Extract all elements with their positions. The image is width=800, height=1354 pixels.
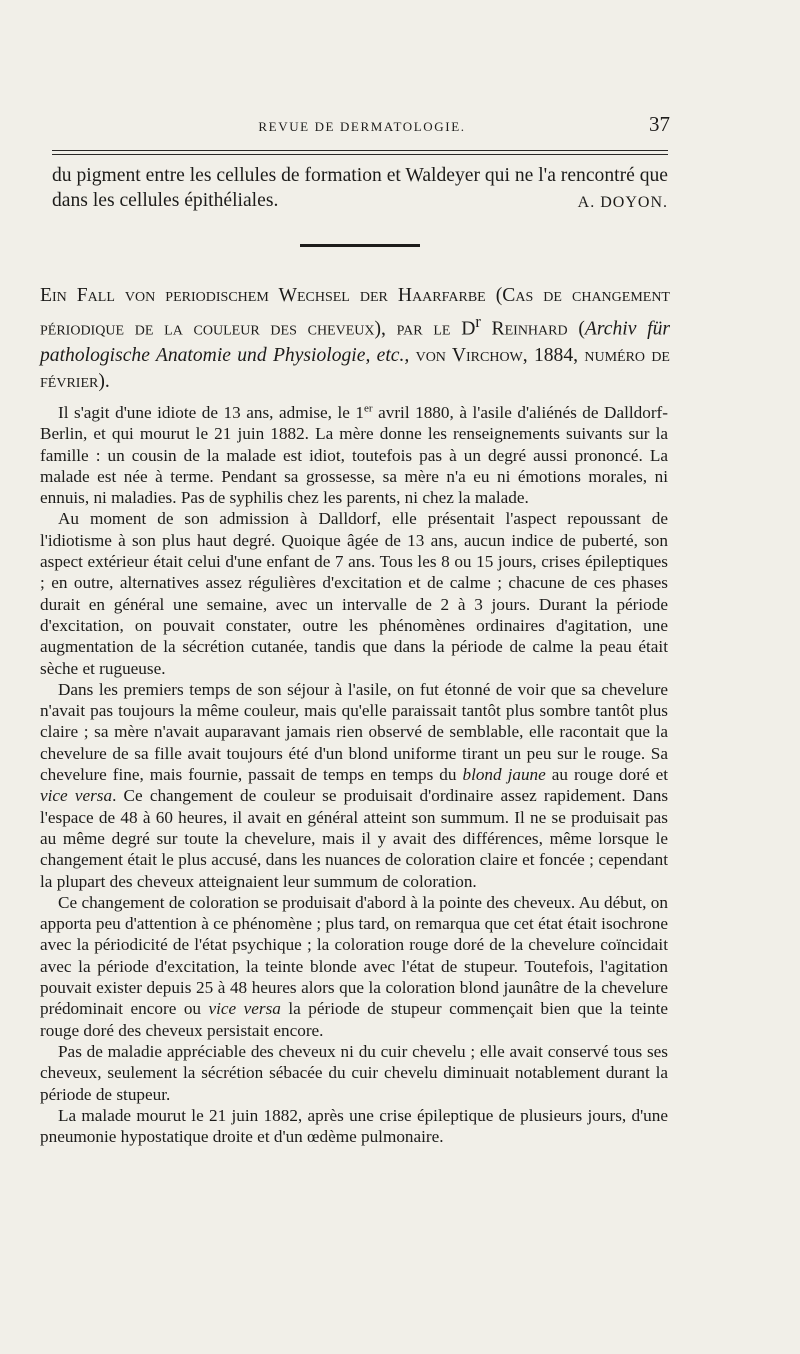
header-rule — [52, 150, 668, 151]
paragraph-text: Dans les premiers temps de son séjour à l'asile, on fut étonné de voir que sa chevelure n'avait pas toujours la même couleur, mais qu'elle paraissait tantôt plus sombre tantôt plus claire ; sa mère n'avait auparavant jamais rien observé de semblable, elle racontait que la chevelure de sa fille avait toujours été d'un blond uniforme tirant un peu sur le rouge. Sa chevelure fine, mais fournie, passait de temps en temps du — [40, 679, 668, 785]
paragraph-text: la période de stupeur commençait bien que la teinte rouge doré des cheveux persistait encore. — [40, 999, 669, 1040]
page-number: 37 — [649, 112, 670, 136]
paragraph — [40, 402, 668, 508]
superscript: er — [364, 402, 373, 415]
title-part-4: von Virchow, 1884, numéro de février). — [40, 344, 670, 392]
journal-title: Archiv für pathologische Anatomie und Physiologie, etc., — [40, 318, 671, 366]
title-part-2: Reinhard ( — [480, 318, 585, 340]
paragraph — [40, 679, 668, 892]
paragraph-text: Ce changement de coloration se produisait d'abord à la pointe des cheveux. Au début, on apporta peu d'attention à ce phénomène ; plus tard, on remarqua que cet état était isochrone avec la périodicité de l'état psychique ; la coloration rouge doré de la chevelure coïncidait avec la période d'excitation, la teinte blonde avec l'état de stupeur. Toutefois, l'agitation pouvait exister depuis 25 à 48 heures alors que la coloration blond jaunâtre de la chevelure prédominait encore ou — [40, 892, 668, 1019]
signature: A. DOYON. — [577, 194, 668, 211]
paragraph-text: Pas de maladie appréciable des cheveux ni du cuir chevelu ; elle avait conservé tous ses cheveux, seulement la sécrétion sébacée du cuir chevelu diminuait notablement durant la période de stupeur. — [40, 1041, 668, 1104]
paragraph — [40, 1041, 668, 1105]
paragraph — [40, 892, 668, 1041]
title-part-1: Ein Fall von periodischem Wechsel der Haarfarbe (Cas de changement périodique de la couleur des cheveux), par le D — [40, 285, 670, 340]
paragraph — [40, 1105, 668, 1148]
header-rule-thin — [52, 154, 668, 155]
paragraph-text: La malade mourut le 21 juin 1882, après une crise épileptique de plusieurs jours, d'une pneumonie hypostatique droite et d'un œdème pulmonaire. — [40, 1105, 668, 1147]
running-title: REVUE DE DERMATOLOGIE. — [258, 119, 466, 134]
paragraph-text: avril 1880, à l'asile d'aliénés de Dalldorf-Berlin, et qui mourut le 21 juin 1882. La mère donne les renseignements suivants sur la famille : un cousin de la malade est idiot, toutefois pas à un degré aussi prononcé. La malade est née à terme. Pendant sa grossesse, sa mère n'a eu ni émotions morales, ni ennuis, ni maladies. Pas de syphilis chez les parents, ni chez la malade. — [40, 403, 668, 508]
paragraph-text: Il s'agit d'une idiote de 13 ans, admise, le 1 — [58, 403, 365, 422]
paragraph-text: . Ce changement de couleur se produisait d'ordinaire assez rapidement. Dans l'espace de 48 à 60 heures, il avait en général atteint son summum. Il ne se produisait pas au même degré sur toute la chevelure, mais il y avait des différences, même lorsque le changement était le plus accusé, dans les nuances de coloration claire et foncée ; cependant la plupart des cheveux atteignaient leur summum de coloration. — [40, 786, 669, 891]
italic-text: vice versa — [40, 786, 113, 806]
article-title — [40, 283, 670, 395]
article-body — [40, 402, 668, 1147]
italic-text: blond jaune — [462, 765, 546, 785]
previous-article-text: du pigment entre les cellules de formation et Waldeyer qui ne l'a rencontré que dans les cellules épithéliales. — [52, 165, 668, 211]
paragraph — [40, 508, 668, 678]
paragraph-text: au rouge doré et — [545, 765, 668, 785]
title-sup: r — [475, 312, 481, 331]
previous-article-end — [52, 163, 668, 215]
section-separator — [300, 244, 420, 247]
paragraph-text: Au moment de son admission à Dalldorf, elle présentait l'aspect repoussant de l'idiotisme à son plus haut degré. Quoique âgée de 13 ans, aucun indice de puberté, son aspect extérieur était celui d'une enfant de 7 ans. Tous les 8 ou 15 jours, crises épileptiques ; en outre, alternatives assez régulières d'excitation et de calme ; chacune de ces phases durait en général une semaine, avec un intervalle de 2 à 3 jours. Durant la période d'excitation, on pouvait constater, outre les phénomènes ordinaires d'agitation, une augmentation de la sécrétion cutanée, tandis que dans la période de calme la peau était sèche et rugueuse. — [40, 509, 668, 678]
italic-text: vice versa — [208, 999, 281, 1019]
running-header — [54, 112, 670, 138]
